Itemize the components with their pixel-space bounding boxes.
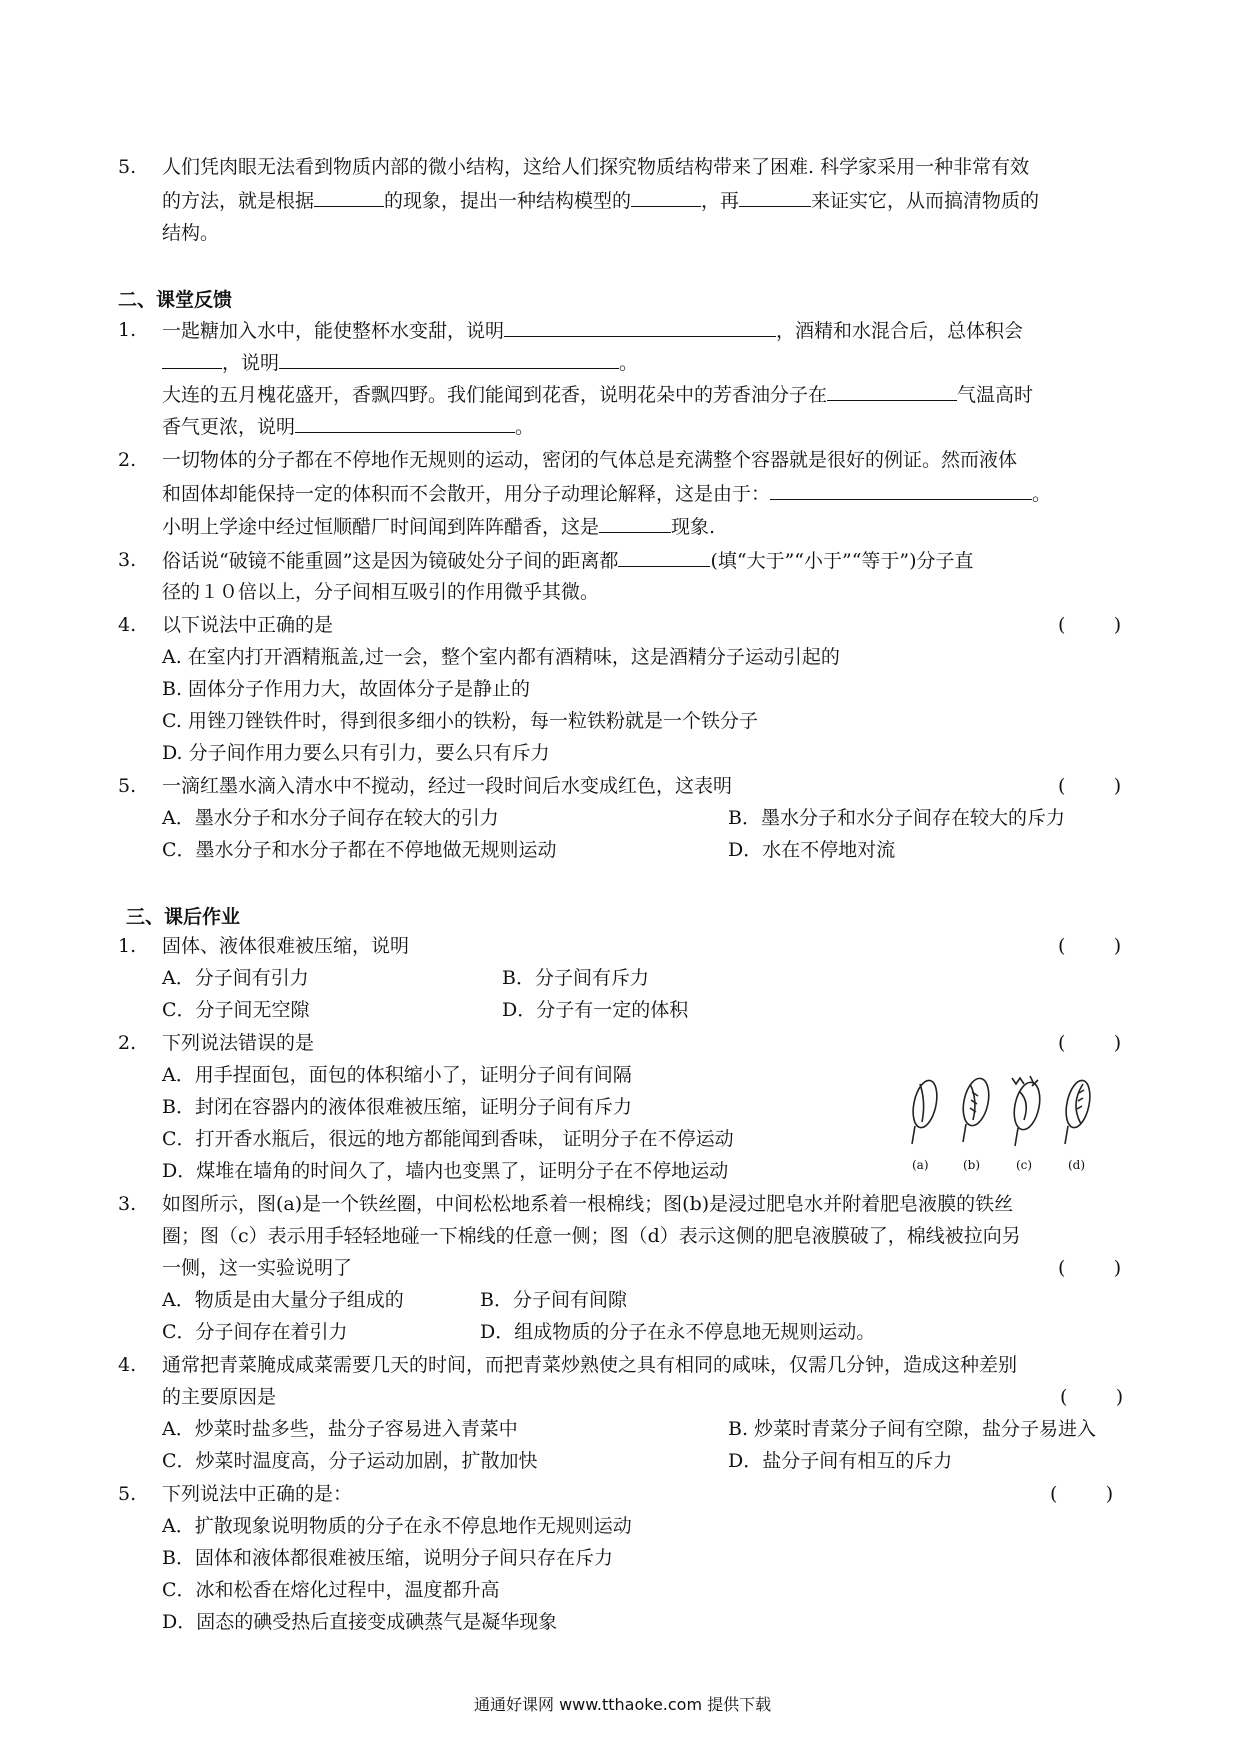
- figure-c-touch-loop: [1010, 1076, 1043, 1146]
- intro-line-2: 的方法，就是根据 的现象，提出一种结构模型的 ，再 来证实它，从而搞清物质的: [162, 190, 1040, 212]
- figure-label-d: (d): [1068, 1158, 1086, 1172]
- s3-q3-line-1: 如图所示，图(a)是一个铁丝圈，中间松松地系着一根棉线；图(b)是浸过肥皂水并附着肥皂液膜的铁丝: [162, 1193, 1014, 1215]
- s3-q1-number: 1.: [118, 935, 137, 957]
- s3-q3-option-c: C．分子间存在着引力: [162, 1321, 348, 1343]
- s3-q4-option-a: A．炒菜时盐多些，盐分子容易进入青菜中: [162, 1418, 518, 1440]
- s2-q2-line-2: 和固体却能保持一定的体积而不会散开，用分子动理论解释，这是由于： 。: [162, 483, 1052, 505]
- s2-q5-option-a: A．墨水分子和水分子间存在较大的引力: [162, 807, 499, 829]
- s2-q4-option-a: A. 在室内打开酒精瓶盖,过一会，整个室内都有酒精味，这是酒精分子运动引起的: [162, 646, 840, 668]
- answer-paren[interactable]: ( ): [1058, 1257, 1122, 1279]
- s3-q5-option-a: A．扩散现象说明物质的分子在永不停息地作无规则运动: [162, 1515, 632, 1537]
- s3-q4-option-b: B. 炒菜时青菜分子间有空隙，盐分子易进入: [728, 1418, 1097, 1440]
- s3-q3-option-b: B．分子间有间隙: [480, 1289, 627, 1311]
- s2-q4-stem: 以下说法中正确的是: [162, 614, 334, 636]
- s2-q5-number: 5.: [118, 775, 137, 797]
- s3-q1-option-b: B．分子间有斥力: [502, 967, 649, 989]
- s3-q4-line-1: 通常把青菜腌成咸菜需要几天的时间，而把青菜炒熟使之具有相同的咸味，仅需几分钟，造成这种差别: [162, 1354, 1018, 1376]
- s3-q4-number: 4.: [118, 1354, 137, 1376]
- answer-paren[interactable]: ( ): [1050, 1483, 1114, 1505]
- s2-q2-line-1: 一切物体的分子都在不停地作无规则的运动，密闭的气体总是充满整个容器就是很好的例证。然而液体: [162, 449, 1018, 471]
- s3-q2-option-a: A．用手捏面包，面包的体积缩小了，证明分子间有间隔: [162, 1064, 632, 1086]
- section-3-heading: 三、课后作业: [126, 906, 241, 928]
- s2-q4-option-c: C. 用锉刀锉铁件时，得到很多细小的铁粉，每一粒铁粉就是一个铁分子: [162, 710, 758, 732]
- s2-q4-option-b: B. 固体分子作用力大，故固体分子是静止的: [162, 678, 531, 700]
- s2-q5-stem: 一滴红墨水滴入清水中不搅动，经过一段时间后水变成红色，这表明: [162, 775, 733, 797]
- s2-q5-option-c: C．墨水分子和水分子都在不停地做无规则运动: [162, 839, 557, 861]
- figure-label-b: (b): [963, 1158, 981, 1172]
- answer-paren[interactable]: ( ): [1060, 1386, 1124, 1408]
- s3-q1-option-d: D．分子有一定的体积: [502, 999, 689, 1021]
- figure-label-c: (c): [1016, 1158, 1033, 1172]
- s3-q2-stem: 下列说法错误的是: [162, 1032, 315, 1054]
- s3-q5-number: 5.: [118, 1483, 137, 1505]
- s3-q3-line-3: 一侧，这一实验说明了: [162, 1257, 353, 1279]
- s3-q1-option-c: C．分子间无空隙: [162, 999, 310, 1021]
- answer-paren[interactable]: ( ): [1058, 1032, 1122, 1054]
- s2-q1-number: 1.: [118, 319, 137, 341]
- s3-q1-stem: 固体、液体很难被压缩，说明: [162, 935, 410, 957]
- answer-paren[interactable]: ( ): [1058, 614, 1122, 636]
- s3-q5-option-c: C．冰和松香在熔化过程中，温度都升高: [162, 1579, 500, 1601]
- figure-d-broken-film-loop: [1062, 1078, 1093, 1144]
- answer-paren[interactable]: ( ): [1058, 935, 1122, 957]
- section-2-heading: 二、课堂反馈: [118, 289, 233, 311]
- s2-q4-option-d: D. 分子间作用力要么只有引力，要么只有斥力: [162, 742, 550, 764]
- s3-q5-option-b: B．固体和液体都很难被压缩，说明分子间只存在斥力: [162, 1547, 613, 1569]
- s2-q5-option-b: B．墨水分子和水分子间存在较大的斥力: [728, 807, 1065, 829]
- s2-q1-line-4: 香气更浓，说明 。: [162, 416, 535, 438]
- s3-q2-option-b: B．封闭在容器内的液体很难被压缩，证明分子间有斥力: [162, 1096, 632, 1118]
- s3-q4-line-2: 的主要原因是: [162, 1386, 277, 1408]
- s3-q5-option-d: D．固态的碘受热后直接变成碘蒸气是凝华现象: [162, 1611, 558, 1633]
- s3-q4-option-d: D．盐分子间有相互的斥力: [728, 1450, 953, 1472]
- intro-number: 5.: [118, 156, 137, 178]
- s2-q3-number: 3.: [118, 549, 137, 571]
- figure-label-a: (a): [912, 1158, 929, 1172]
- page-footer: 通通好课网 www.tthaoke.com 提供下载: [474, 1695, 772, 1714]
- s3-q1-option-a: A．分子间有引力: [162, 967, 309, 989]
- s3-q2-number: 2.: [118, 1032, 137, 1054]
- s3-q2-option-c: C．打开香水瓶后，很远的地方都能闻到香味， 证明分子在不停运动: [162, 1128, 734, 1150]
- s2-q4-number: 4.: [118, 614, 137, 636]
- s3-q3-option-a: A．物质是由大量分子组成的: [162, 1289, 404, 1311]
- s3-q5-stem: 下列说法中正确的是：: [162, 1483, 353, 1505]
- s2-q2-line-3: 小明上学途中经过恒顺醋厂时间闻到阵阵醋香，这是 现象.: [162, 516, 716, 538]
- intro-line-1: 人们凭肉眼无法看到物质内部的微小结构，这给人们探究物质结构带来了困难. 科学家采用一种非常有效: [162, 156, 1030, 178]
- wire-loop-figure: [900, 1072, 1115, 1162]
- s2-q3-line-1: 俗话说“破镜不能重圆”这是因为镜破处分子间的距离都 (填“大于”“小于”“等于”)分子直: [162, 550, 974, 572]
- intro-line-3: 结构。: [162, 222, 220, 244]
- s2-q1-line-1: 一匙糖加入水中，能使整杯水变甜，说明 ，酒精和水混合后，总体积会: [162, 320, 1024, 342]
- s3-q2-option-d: D．煤堆在墙角的时间久了，墙内也变黑了，证明分子在不停地运动: [162, 1160, 729, 1182]
- s2-q1-line-2: ，说明 。: [162, 350, 638, 375]
- s2-q1-line-3: 大连的五月槐花盛开，香飘四野。我们能闻到花香，说明花朵中的芳香油分子在 气温高时: [162, 384, 1034, 406]
- s3-q3-number: 3.: [118, 1193, 137, 1215]
- s3-q3-line-2: 圈；图（c）表示用手轻轻地碰一下棉线的任意一侧；图（d）表示这侧的肥皂液膜破了，棉线被拉向另: [162, 1225, 1021, 1247]
- s2-q3-line-2: 径的１０倍以上，分子间相互吸引的作用微乎其微。: [162, 581, 600, 603]
- s2-q5-option-d: D．水在不停地对流: [728, 839, 896, 861]
- figure-b-soap-film-loop: [959, 1076, 992, 1142]
- s3-q4-option-c: C．炒菜时温度高，分子运动加剧，扩散加快: [162, 1450, 538, 1472]
- figure-a-wire-loop: [909, 1078, 940, 1144]
- answer-paren[interactable]: ( ): [1058, 775, 1122, 797]
- s3-q3-option-d: D．组成物质的分子在永不停息地无规则运动。: [480, 1321, 876, 1343]
- s2-q2-number: 2.: [118, 449, 137, 471]
